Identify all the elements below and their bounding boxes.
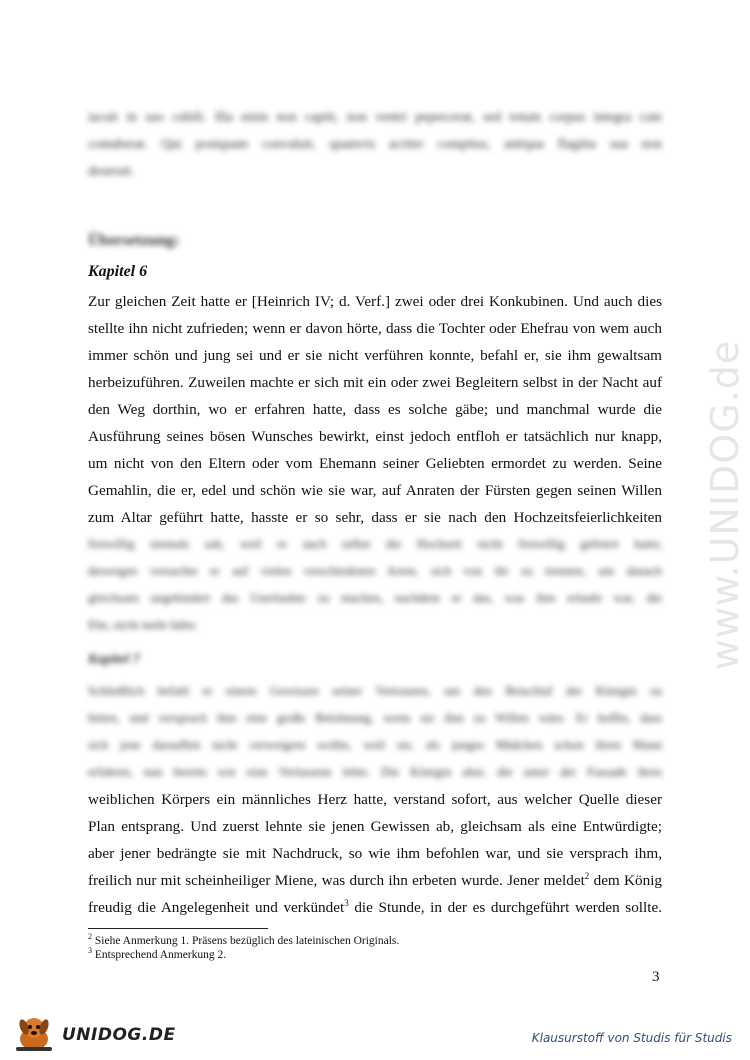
text-line: um nicht von den Eltern oder vom Ehemann seiner Geliebten ermordet zu werden. Seine: [88, 455, 662, 472]
text-line: Zur gleichen Zeit hatte er [Heinrich IV; d. Verf.] zwei oder drei Konkubinen. Und auch dies: [88, 293, 662, 310]
footer-tagline: Klausurstoff von Studis für Studis: [531, 1031, 732, 1045]
footnote-divider: [88, 928, 268, 929]
chapter-7-paragraph: [88, 678, 662, 921]
blurred-line: Schließlich befahl er einem Gewissen seiner Vertrauten, um den Beischlaf der Königin zu: [88, 684, 662, 698]
logo-text: UNIDOG.DE: [62, 1025, 176, 1045]
footnote: [88, 948, 662, 962]
footnote-mark: 2: [88, 932, 92, 942]
blurred-line: freiwillig niemals sah, weil er auch selbst die Hochzeit nicht freiwillig gefeiert hatte;: [88, 537, 662, 551]
text-fragment: die Stunde, in der es durchgeführt werden sollte.: [354, 899, 662, 916]
unidog-logo: [10, 1013, 176, 1053]
watermark: www.UNIDOG.de: [703, 339, 747, 671]
latin-line: contaberat. Qui postquam convaluit, quamvis acriter compitus, antiqua flagitia sua non: [88, 136, 662, 151]
footnote-text: Siehe Anmerkung 1. Präsens bezüglich des lateinischen Originals.: [94, 935, 400, 947]
text-line: den Weg dorthin, wo er erfahren hatte, dass es solche gäbe; und manchmal wurde die: [88, 401, 662, 418]
text-line: stellte ihn nicht zufrieden; wenn er davon hörte, dass die Tochter oder Ehefrau von wem auch: [88, 320, 662, 337]
footnote: [88, 934, 662, 948]
text-line: Gemahlin, die er, edel und schön wie sie war, auf Anraten der Fürsten gegen seinen Willen: [88, 482, 662, 499]
text-line: Ausführung seines bösen Wunsches bewirkt, einst jedoch entfloh er tatsächlich nur knapp,: [88, 428, 662, 445]
text-line-with-footnote: [88, 867, 662, 894]
blurred-line: Ehe, nicht mehr hätte.: [88, 618, 199, 632]
footnote-mark: 3: [88, 946, 92, 956]
footnote-ref: 3: [344, 897, 349, 908]
chapter-6-paragraph: [88, 288, 662, 639]
text-line: herbeizuführen. Zuweilen machte er sich mit ein oder zwei Begleitern selbst in der Nacht auf: [88, 374, 662, 391]
text-line: aber jener bedrängte sie mit Nachdruck, so wie ihm befohlen war, und sie versprach ihm,: [88, 845, 662, 862]
dog-mascot-icon: [10, 1013, 58, 1053]
blurred-line: deswegen versuchte er auf vielen verschiedenen Arten, sich von ihr zu trennen, um danach: [88, 564, 662, 578]
text-line: Plan entsprang. Und zuerst lehnte sie jenen Gewissen ab, gleichsam als eine Entwürdigte;: [88, 818, 662, 835]
chapter-7-heading: Kapitel 7: [88, 652, 140, 667]
blurred-line: erfahren, nun bereits wie eine Verlassene lebte. Die Königin aber, die unter der Fassade ihres: [88, 765, 662, 779]
latin-line: iacuit in suo cubili. Illa enim non capiti, non ventri pepercerat, sed totum corpus integra cute: [88, 109, 662, 124]
latin-text-blurred: [88, 103, 662, 184]
text-fragment: freilich nur mit scheinheiliger Miene, was durch ihn erbeten wurde. Jener meldet: [88, 872, 585, 889]
footnote-text: Entsprechend Anmerkung 2.: [94, 949, 227, 961]
blurred-line: gleichsam ungehindert das Unerlaubte zu machen, nachdem er das, was ihm erlaubt war, die: [88, 591, 662, 605]
footnote-ref: 2: [584, 870, 590, 881]
blurred-line: sich jene daraufhin nicht verweigern wollte, weil sie, als junges Mädchen schon ihren Mann: [88, 738, 662, 752]
text-fragment: freudig die Angelegenheit und verkündet: [88, 899, 345, 916]
footnotes: [88, 934, 662, 962]
text-line: immer schön und jung sei und er sie nicht verführen konnte, befahl er, sie ihm gewaltsam: [88, 347, 662, 364]
blurred-line: bitten, und versprach ihm eine große Belohnung, wenn sie ihm zu Willen wäre. Er hoffte, dass: [88, 711, 662, 725]
text-line-with-footnote: [88, 894, 662, 921]
text-fragment: dem König: [593, 872, 662, 889]
text-line: weiblichen Körpers ein männliches Herz hatte, verstand sofort, aus welcher Quelle dieser: [88, 791, 662, 808]
translation-heading: Übersetzung:: [88, 232, 180, 249]
text-line: zum Altar geführt hatte, hasste er so sehr, dass er sie nach den Hochzeitsfeierlichkeiten: [88, 509, 662, 526]
chapter-6-heading: Kapitel 6: [88, 263, 148, 280]
latin-line: deseruit.: [88, 163, 135, 178]
page-number: 3: [652, 969, 660, 985]
